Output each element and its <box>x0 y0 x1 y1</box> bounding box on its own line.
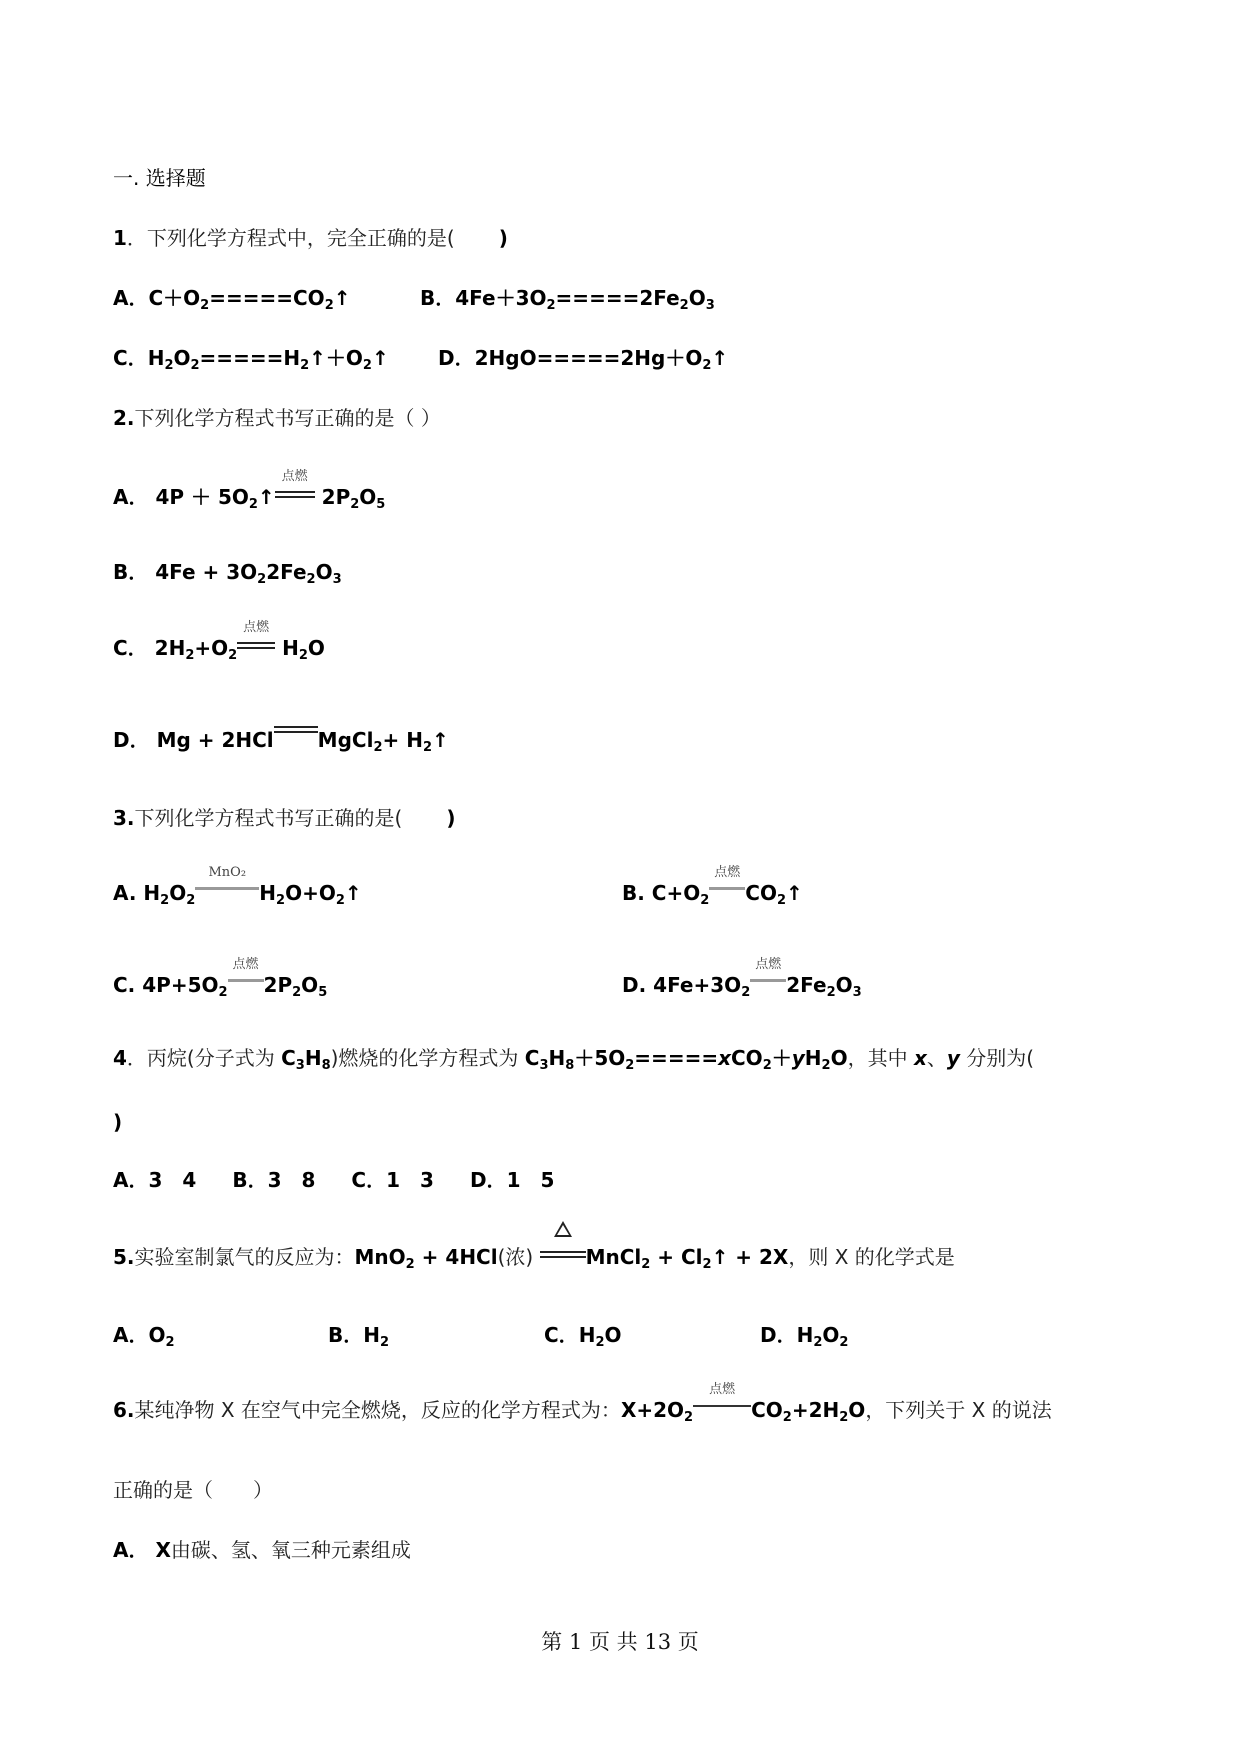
option-label: A. <box>113 881 137 905</box>
question-number: 2. <box>113 406 135 430</box>
question-text: 下列化学方程式书写正确的是（ ） <box>134 406 441 430</box>
question-text: 分别为( <box>959 1046 1035 1070</box>
option-label: C． <box>113 346 148 370</box>
reaction-arrow <box>693 1382 751 1424</box>
q5-option-b[interactable]: B．$H_2$ <box>328 1323 390 1350</box>
option-text: 1 5 <box>506 1168 555 1192</box>
condition-label: 点燃 <box>755 957 782 972</box>
q5-option-d[interactable]: D．$H_2O_2$ <box>760 1323 849 1350</box>
var-y: y <box>791 1046 805 1070</box>
question-text: 、 <box>926 1046 947 1070</box>
question-2-stem <box>113 404 441 432</box>
option-text: 3 8 <box>267 1168 316 1192</box>
question-6-stem-cont: 正确的是（ ） <box>113 1478 273 1502</box>
bracket: ) <box>498 226 508 250</box>
question-number: 3. <box>113 806 135 830</box>
question-number: 4 <box>113 1046 127 1070</box>
q2-option-d[interactable]: D． Mg + 2HCl MgCl$_2$+ $H_2↑$ <box>113 728 449 755</box>
reaction-arrow <box>540 1243 586 1271</box>
option-label: D． <box>438 346 475 370</box>
question-text: 某纯净物 X 在空气中完全燃烧，反应的化学方程式为： <box>134 1398 621 1422</box>
q4-option-a[interactable] <box>113 1168 196 1192</box>
option-label: D. <box>622 973 647 997</box>
question-text: )燃烧的化学方程式为 <box>330 1046 525 1070</box>
option-label: A． <box>113 286 149 310</box>
option-label: B． <box>420 286 456 310</box>
reaction-arrow <box>237 620 275 662</box>
option-label: D． <box>113 728 150 752</box>
option-label: C． <box>351 1168 387 1192</box>
option-label: D． <box>469 1168 507 1192</box>
var-x: x <box>913 1046 927 1070</box>
q5-option-a[interactable]: A．$O_2$ <box>113 1323 175 1350</box>
q4-option-b[interactable] <box>232 1168 315 1192</box>
question-4-stem: 4．丙烷(分子式为 $C_3H_8$)燃烧的化学方程式为 $C_3H_8+5O_2=====xCO_2+yH_2O$，其中 x、y 分别为( <box>113 1046 1035 1073</box>
page-footer: 第 1 页 共 13 页 <box>541 1630 699 1654</box>
option-label: B． <box>328 1323 364 1347</box>
reaction-arrow <box>228 957 264 999</box>
delta-icon <box>554 1221 572 1237</box>
bracket: ) <box>446 806 456 830</box>
q2-option-c[interactable]: C． $2H_2+O_2$ 点燃 $H_2O$ <box>113 634 325 662</box>
question-6-stem: 6.某纯净物 X 在空气中完全燃烧，反应的化学方程式为：$X+2O_2$ 点燃 $CO_2+2H_2O$，下列关于 X 的说法 <box>113 1396 1052 1424</box>
condition-label: 点燃 <box>714 865 741 880</box>
option-label: A． <box>113 1538 149 1562</box>
option-label: C． <box>113 636 148 660</box>
q1-option-b[interactable]: B．$4Fe+3O_2=====2Fe_2O_3$ <box>420 286 715 313</box>
reaction-arrow <box>195 865 259 907</box>
option-label: C. <box>113 973 136 997</box>
option-label: C． <box>544 1323 579 1347</box>
option-label: A． <box>113 1323 149 1347</box>
var-x: x <box>718 1046 731 1070</box>
question-text: ，则 X 的化学式是 <box>788 1245 955 1269</box>
question-text: ，其中 <box>847 1046 914 1070</box>
q2-option-b[interactable]: B． $4Fe + 3O_22Fe_2O_3$ <box>113 560 342 587</box>
question-text: 实验室制氯气的反应为： <box>134 1245 355 1269</box>
q3-option-b[interactable]: B. $C+O_2$ 点燃 $CO_2↑$ <box>622 879 803 907</box>
reaction-arrow <box>274 726 318 754</box>
q1-option-d[interactable]: D．$2HgO=====2Hg+O_2↑$ <box>438 346 729 373</box>
condition-label: 点燃 <box>243 620 270 635</box>
question-3-stem <box>113 804 455 832</box>
question-text: 丙烷(分子式为 <box>146 1046 282 1070</box>
question-number: 5. <box>113 1245 135 1269</box>
question-1-stem: 1．下列化学方程式中，完全正确的是( ) <box>113 226 508 250</box>
option-text: 由碳、氢、氧三种元素组成 <box>170 1538 411 1562</box>
q1-option-c[interactable]: C．$H_2O_2=====H_2↑+O_2↑$ <box>113 346 389 373</box>
question-5-stem: 5.实验室制氯气的反应为：MnO$_2$ + 4HCl(浓) MnCl$_2$ + $Cl_2↑ + 2X$，则 X 的化学式是 <box>113 1243 955 1271</box>
option-label: B. <box>622 881 645 905</box>
option-label: B． <box>232 1168 268 1192</box>
q5-option-c[interactable]: C．$H_2O$ <box>544 1323 622 1350</box>
option-text: 1 3 <box>386 1168 434 1192</box>
q3-option-d[interactable]: D. $4Fe+3O_2$ 点燃 $2Fe_2O_3$ <box>622 971 862 999</box>
question-text: 下列化学方程式中，完全正确的是( <box>146 226 455 250</box>
q1-option-a[interactable]: A．$C+O_2=====CO_2↑$ <box>113 286 351 313</box>
q4-options <box>113 1166 554 1194</box>
condition-label: 点燃 <box>281 469 308 484</box>
option-text: 3 4 <box>148 1168 197 1192</box>
condition-label: MnO₂ <box>208 865 247 880</box>
condition-label: 点燃 <box>709 1382 736 1397</box>
q4-option-d[interactable] <box>470 1168 554 1192</box>
reaction-arrow <box>709 865 745 907</box>
question-text: ，下列关于 X 的说法 <box>865 1398 1052 1422</box>
option-label: D． <box>760 1323 797 1347</box>
q3-option-a[interactable]: A. $H_2O_2$ MnO₂ $H_2O+O_2↑$ <box>113 879 362 907</box>
q6-option-a[interactable]: A． X由碳、氢、氧三种元素组成 <box>113 1538 411 1562</box>
section-heading: 一. 选择题 <box>113 166 206 190</box>
q4-option-c[interactable] <box>351 1168 434 1192</box>
option-label: B． <box>113 560 149 584</box>
var-y: y <box>946 1046 960 1070</box>
question-text: (浓) <box>497 1245 540 1269</box>
question-4-stem-close: ) <box>113 1110 123 1134</box>
question-number: 6. <box>113 1398 135 1422</box>
reaction-arrow <box>275 469 315 511</box>
question-number: 1 <box>113 226 127 250</box>
q3-option-c[interactable]: C. $4P+5O_2$ 点燃 $2P_2O_5$ <box>113 971 327 999</box>
condition-label: 点燃 <box>232 957 259 972</box>
reaction-arrow <box>750 957 786 999</box>
q2-option-a[interactable]: A． $4P + 5O_2↑$ 点燃 $2P_2O_5$ <box>113 483 385 511</box>
question-text: 下列化学方程式书写正确的是( <box>134 806 403 830</box>
option-label: A． <box>113 485 149 509</box>
option-label: A． <box>113 1168 149 1192</box>
